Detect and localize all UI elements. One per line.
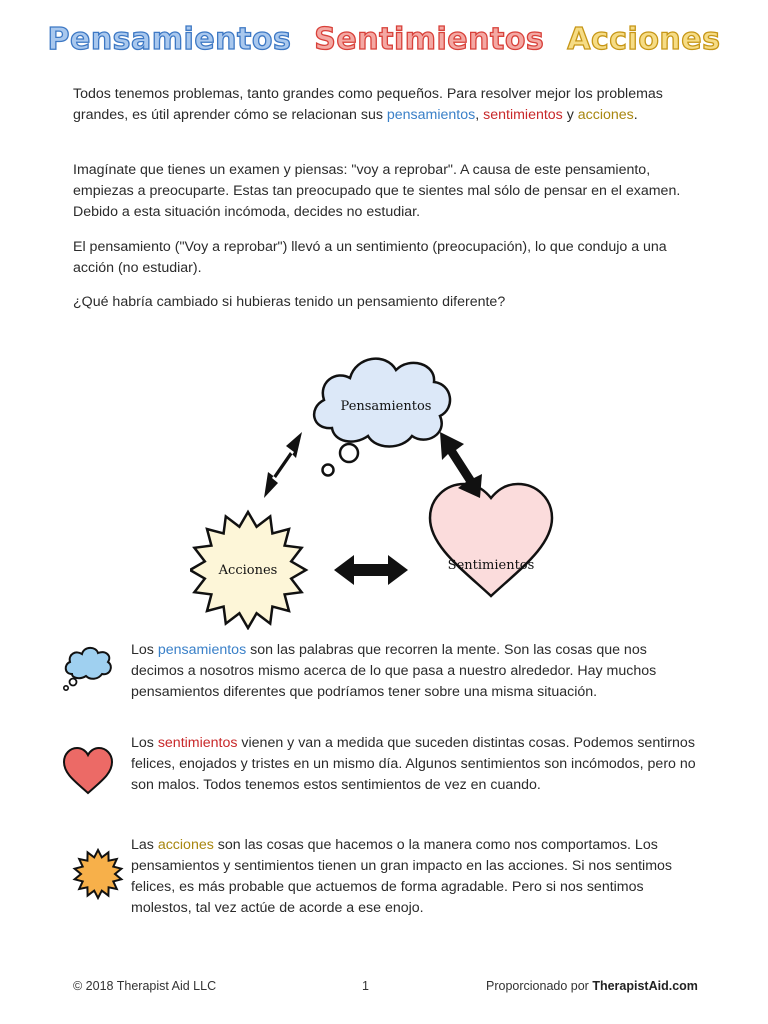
- thought-cloud-icon: [314, 359, 450, 476]
- legend-actions-text: son las cosas que hacemos o la manera como nos comportamos. Los pensamientos y sentimientos tienen un gran impacto en las acciones. Si nos sentimos felices, es más probable que actuemos de forma agradable. Pero si nos sentimos molestos, tal vez actúe de acorde a ese enojo.: [131, 837, 672, 916]
- period: .: [633, 107, 638, 123]
- sep: y: [562, 107, 578, 123]
- legend-actions: [131, 835, 697, 919]
- footer-provided-by: [486, 979, 698, 993]
- sep: ,: [475, 107, 484, 123]
- heart-small-icon: [62, 746, 114, 796]
- legend-keyword-thoughts: pensamientos: [157, 642, 247, 658]
- legend-keyword-actions: acciones: [157, 837, 214, 853]
- legend-feelings-text: vienen y van a medida que suceden distintas cosas. Podemos sentirnos felices, enojados y tristes en un mismo día. Algunos sentimientos son incómodos, pero no son malos. Todos tenemos estos sentimientos de vez en cuando.: [131, 735, 696, 793]
- diagram-label-feelings: Sentimientos: [447, 558, 535, 573]
- intro-p1-text: Todos tenemos problemas, tanto grandes como pequeños. Para resolver mejor los problemas grandes, es útil aprender cómo se relacionan sus: [73, 86, 663, 123]
- footer-provided-label: Proporcionado por: [486, 979, 593, 993]
- burst-small-icon: [72, 848, 124, 900]
- arrow-actions-feelings-icon: [334, 555, 408, 585]
- keyword-thoughts: pensamientos: [386, 107, 476, 123]
- legend-keyword-feelings: sentimientos: [157, 735, 238, 751]
- diagram-label-actions: Acciones: [218, 563, 278, 578]
- title-feelings: Sentimientos: [314, 22, 545, 57]
- legend-pre: Los: [131, 735, 158, 751]
- legend-thoughts: [131, 640, 697, 703]
- intro-paragraph-3: El pensamiento ("Voy a reprobar") llevó a un sentimiento (preocupación), lo que condujo a una acción (no estudiar).: [73, 239, 667, 276]
- title-thoughts: Pensamientos: [47, 22, 292, 57]
- arrow-thoughts-actions-icon: [264, 432, 302, 498]
- title-actions: Acciones: [567, 22, 721, 57]
- legend-feelings: [131, 733, 697, 796]
- cycle-diagram: [190, 340, 570, 630]
- footer-site-link[interactable]: TherapistAid.com: [592, 979, 698, 993]
- page-title: [0, 22, 768, 57]
- keyword-feelings: sentimientos: [483, 107, 563, 123]
- intro-paragraph-2: Imagínate que tienes un examen y piensas: "voy a reprobar". A causa de este pensamiento, empiezas a preocuparte. Estas tan preocupado que te sientes mal sólo de pensar en el examen. Debido a esta situación incómoda, decides no estudiar.: [73, 162, 681, 220]
- keyword-actions: acciones: [577, 107, 634, 123]
- footer-page-number: 1: [362, 979, 369, 993]
- legend-pre: Las: [131, 837, 158, 853]
- footer-copyright: © 2018 Therapist Aid LLC: [73, 979, 217, 993]
- intro-paragraph-4: ¿Qué habría cambiado si hubieras tenido un pensamiento diferente?: [73, 294, 506, 310]
- legend-thoughts-text: son las palabras que recorren la mente. Son las cosas que nos decimos a nosotros mismo acerca de lo que pasa a nuestro alrededor. Hay muchos pensamientos diferentes que podríamos tener sobre una misma situación.: [131, 642, 657, 700]
- cloud-icon: [60, 644, 116, 696]
- diagram-label-thoughts: Pensamientos: [340, 399, 432, 414]
- legend-pre: Los: [131, 642, 158, 658]
- heart-icon: [430, 484, 552, 596]
- intro-paragraph-1: [73, 84, 699, 126]
